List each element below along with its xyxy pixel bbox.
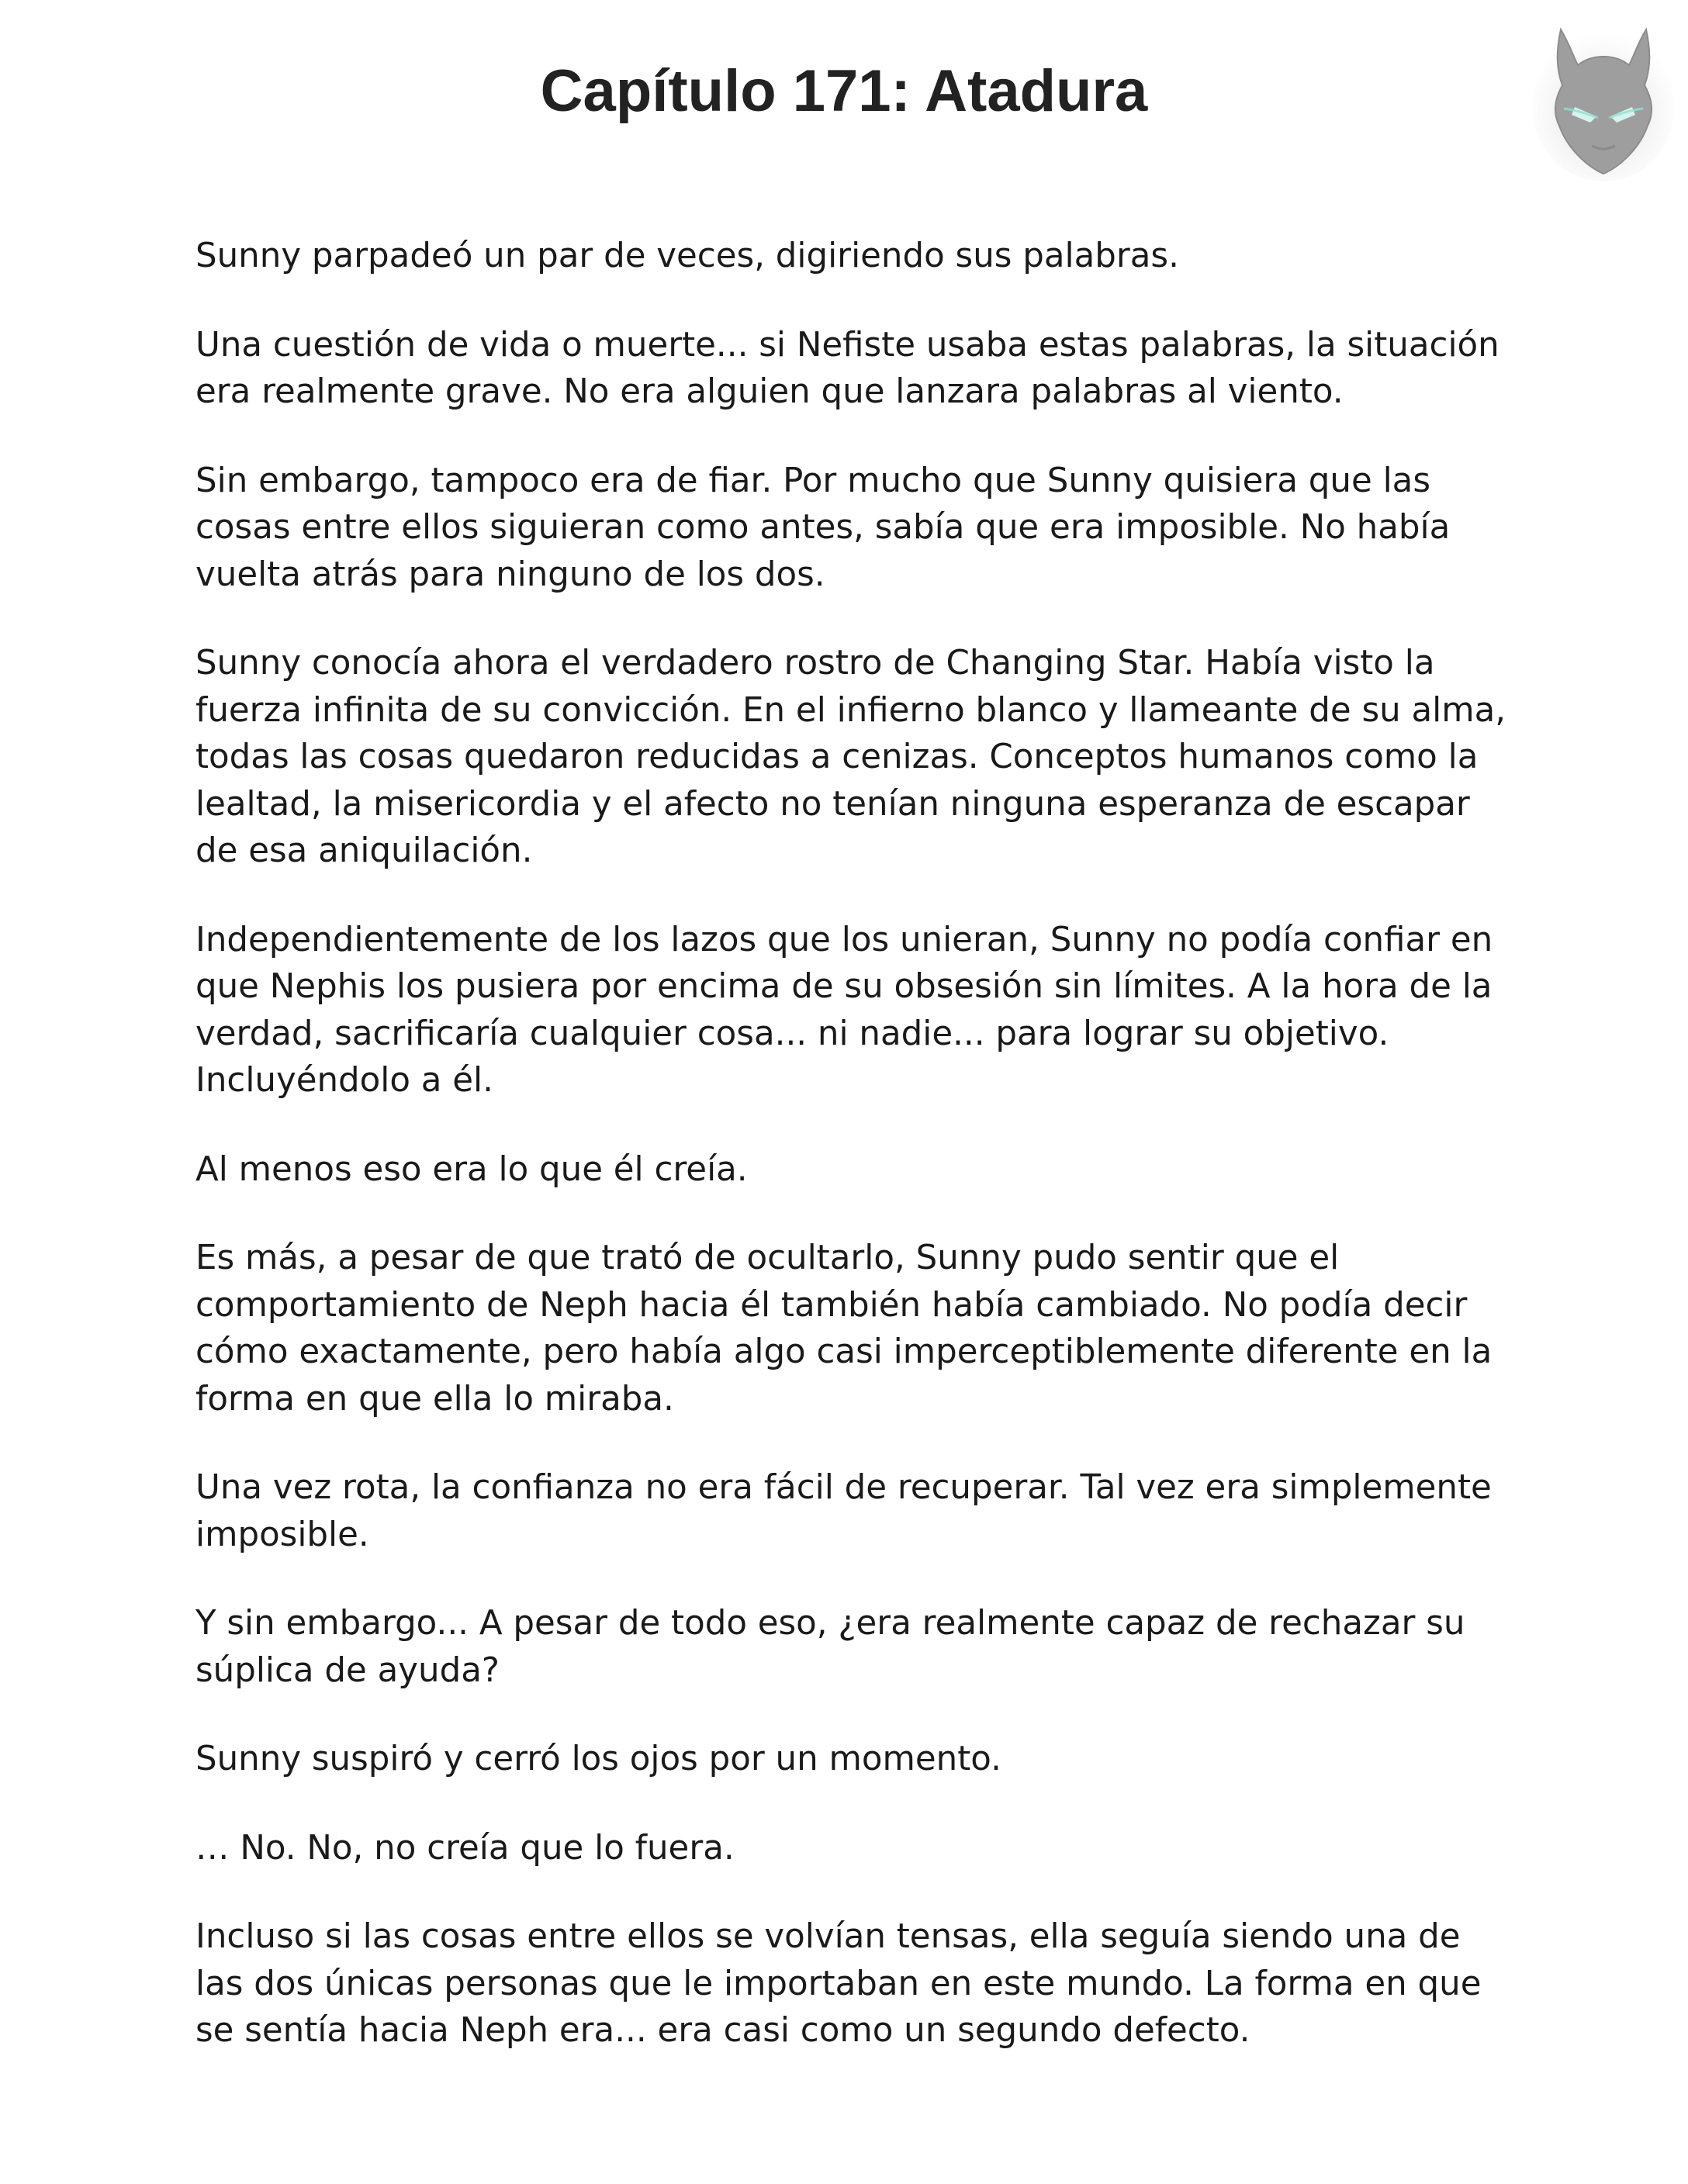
paragraph: Una vez rota, la confianza no era fácil de recuperar. Tal vez era simplemente imposible. (195, 1468, 1492, 1554)
chapter-body (195, 233, 1514, 2096)
demon-head-icon (1530, 14, 1677, 185)
paragraph: Independientemente de los lazos que los unieran, Sunny no podía confiar en que Nephis los pusiera por encima de su obsesión sin límites. A la hora de la verdad, sacrificaría cualquier cosa... ni nadie... para lograr su objetivo. Incluyéndolo a él. (195, 920, 1493, 1100)
paragraph: Sin embargo, tampoco era de fiar. Por mucho que Sunny quisiera que las cosas entre ellos siguieran como antes, sabía que era imposible. No había vuelta atrás para ninguno de los dos. (195, 461, 1451, 594)
paragraph: Al menos eso era lo que él creía. (195, 1149, 748, 1189)
paragraph: Sunny conocía ahora el verdadero rostro de Changing Star. Había visto la fuerza infinita de su convicción. En el infierno blanco y llameante de su alma, todas las cosas quedaron reducidas a cenizas. Conceptos humanos como la lealtad, la misericordia y el afecto no tenían ninguna esperanza de escapar de esa aniquilación. (195, 644, 1506, 870)
paragraph: Y sin embargo... A pesar de todo eso, ¿era realmente capaz de rechazar su súplica de ayuda? (195, 1604, 1465, 1690)
paragraph: Incluso si las cosas entre ellos se volvían tensas, ella seguía siendo una de las dos únicas personas que le importaban en este mundo. La forma en que se sentía hacia Neph era... era casi como un segundo defecto. (195, 1917, 1482, 2050)
paragraph: Sunny parpadeó un par de veces, digiriendo sus palabras. (195, 237, 1179, 275)
paragraph: Una cuestión de vida o muerte... si Nefiste usaba estas palabras, la situación era realmente grave. No era alguien que lanzara palabras al viento. (195, 325, 1499, 411)
chapter-title: Capítulo 171: Atadura (540, 58, 1148, 124)
paragraph: … No. No, no creía que lo fuera. (195, 1828, 735, 1868)
paragraph: Es más, a pesar de que trató de ocultarlo, Sunny pudo sentir que el comportamiento de Neph hacia él también había cambiado. No podía decir cómo exactamente, pero había algo casi imperceptiblemente diferente en la forma en que ella lo miraba. (195, 1239, 1493, 1419)
paragraph: Sunny suspiró y cerró los ojos por un momento. (195, 1740, 1001, 1778)
